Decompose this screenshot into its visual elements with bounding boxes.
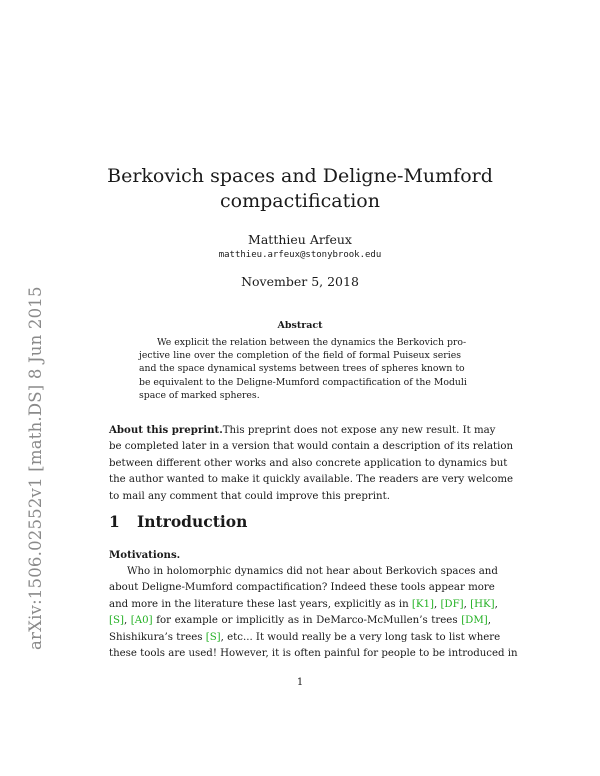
abstract-line: jective line over the completion of the field of formal Puiseux series <box>139 350 461 362</box>
about-line: the author wanted to make it quickly available. The readers are very welcome <box>109 474 514 486</box>
body-line <box>109 613 491 629</box>
abstract-line: We explicit the relation between the dynamics the Berkovich pro- <box>157 337 467 348</box>
about-line: to mail any comment that could improve this preprint. <box>109 490 390 502</box>
section-title: Introduction <box>137 512 248 531</box>
abstract-heading: Abstract <box>277 320 323 331</box>
about-label: About this preprint. <box>109 424 223 436</box>
citation-link-k1[interactable]: [K1] <box>411 598 434 610</box>
arxiv-identifier-stamp: arXiv:1506.02552v1 [math.DS] 8 Jun 2015 <box>26 286 45 650</box>
body-line <box>109 597 498 613</box>
body-text: , etc... It would really be a very long task to list where <box>220 631 501 643</box>
author-name: Matthieu Arfeux <box>248 232 352 247</box>
about-paragraph <box>109 422 514 505</box>
citation-link-df[interactable]: [DF] <box>440 598 464 610</box>
abstract-line: be equivalent to the Deligne-Mumford compactification of the Moduli <box>139 376 467 388</box>
citation-link-s[interactable]: [S] <box>109 615 124 627</box>
body-line: about Deligne-Mumford compactification? Indeed these tools appear more <box>109 582 495 594</box>
paper-date: November 5, 2018 <box>241 274 359 289</box>
title-line-1: Berkovich spaces and Deligne-Mumford <box>107 165 493 187</box>
body-line <box>109 630 501 646</box>
citation-link-dm[interactable]: [DM] <box>461 615 488 627</box>
body-text: for example or implicitly as in DeMarco-McMullen’s trees <box>152 615 462 627</box>
section-heading <box>109 512 247 531</box>
citation-link-hk[interactable]: [HK] <box>470 598 495 610</box>
body-text: and more in the literature these last years, explicitly as in <box>109 598 412 610</box>
citation-link-s2[interactable]: [S] <box>205 631 221 643</box>
page-number: 1 <box>296 677 304 688</box>
body-text: , <box>463 598 471 610</box>
title-line-2: compactification <box>220 190 380 212</box>
body-text: , <box>494 598 498 610</box>
section-number: 1 <box>109 512 120 531</box>
body-text: , <box>123 615 131 627</box>
body-text: , <box>487 615 491 627</box>
author-email: matthieu.arfeux@stonybrook.edu <box>218 250 382 260</box>
motivations-paragraph <box>109 564 518 662</box>
body-text: Shishikura’s trees <box>109 631 206 643</box>
motivations-heading: Motivations. <box>109 549 181 561</box>
about-line: be completed later in a version that would contain a description of its relation <box>109 441 514 453</box>
about-line: between different other works and also concrete application to dynamics but <box>109 457 508 469</box>
abstract-line: space of marked spheres. <box>139 389 260 401</box>
paper-title <box>100 164 500 214</box>
about-line <box>109 422 496 439</box>
citation-link-a0[interactable]: [A0] <box>130 615 153 627</box>
body-line: these tools are used! However, it is often painful for people to be introduced in <box>109 648 518 660</box>
abstract-body <box>139 336 467 402</box>
body-text: , <box>433 598 441 610</box>
body-line: Who in holomorphic dynamics did not hear about Berkovich spaces and <box>127 566 498 577</box>
abstract-line: and the space dynamical systems between trees of spheres known to <box>139 363 465 375</box>
about-text: This preprint does not expose any new result. It may <box>222 425 496 436</box>
